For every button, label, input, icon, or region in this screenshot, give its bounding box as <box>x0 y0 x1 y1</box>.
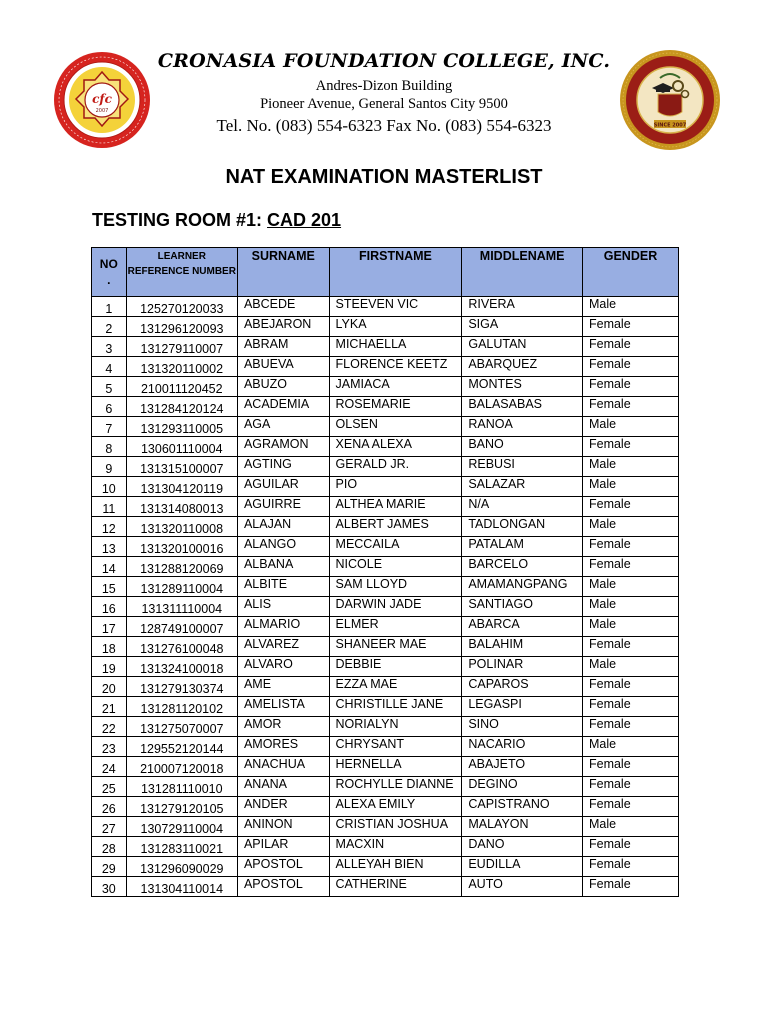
table-row <box>92 317 679 337</box>
cell-firstname: CHRISTILLE JANE <box>329 697 462 717</box>
address-line-1: Andres-Dizon Building <box>315 78 453 94</box>
header-firstname: FIRSTNAME <box>329 248 462 297</box>
cell-middlename: REBUSI <box>462 457 583 477</box>
cell-middlename: BALAHIM <box>462 637 583 657</box>
cell-surname: AGUIRRE <box>237 497 329 517</box>
cell-learner-reference-number: 131279130374 <box>126 677 237 697</box>
cell-middlename: TADLONGAN <box>462 517 583 537</box>
cell-surname: ACADEMIA <box>237 397 329 417</box>
table-row <box>92 337 679 357</box>
cell-middlename: AUTO <box>462 877 583 897</box>
cell-firstname: ALTHEA MARIE <box>329 497 462 517</box>
cell-no: 4 <box>92 357 127 377</box>
cell-firstname: ALEXA EMILY <box>329 797 462 817</box>
cell-gender: Female <box>582 637 678 657</box>
cell-no: 10 <box>92 477 127 497</box>
table-row <box>92 697 679 717</box>
cell-learner-reference-number: 130729110004 <box>126 817 237 837</box>
cell-learner-reference-number: 130601110004 <box>126 437 237 457</box>
cell-surname: APILAR <box>237 837 329 857</box>
cell-firstname: SAM LLOYD <box>329 577 462 597</box>
cell-gender: Male <box>582 417 678 437</box>
cell-gender: Male <box>582 297 678 317</box>
cell-surname: ALBITE <box>237 577 329 597</box>
cell-firstname: NORIALYN <box>329 717 462 737</box>
cell-surname: ANDER <box>237 797 329 817</box>
table-row <box>92 517 679 537</box>
table-body <box>92 297 679 897</box>
cell-middlename: ABARQUEZ <box>462 357 583 377</box>
cell-middlename: ABARCA <box>462 617 583 637</box>
header-gender: GENDER <box>582 248 678 297</box>
table-row <box>92 537 679 557</box>
header-no: NO . <box>92 248 127 297</box>
cell-no: 16 <box>92 597 127 617</box>
masterlist-table <box>91 247 679 897</box>
address-line-2: Pioneer Avenue, General Santos City 9500 <box>260 96 508 112</box>
document-title: NAT EXAMINATION MASTERLIST <box>225 166 543 188</box>
cell-middlename: POLINAR <box>462 657 583 677</box>
table-row <box>92 797 679 817</box>
cell-surname: ALVARO <box>237 657 329 677</box>
testing-room-heading <box>92 210 341 231</box>
cell-middlename: RIVERA <box>462 297 583 317</box>
cell-surname: ANINON <box>237 817 329 837</box>
table-row <box>92 437 679 457</box>
cell-no: 20 <box>92 677 127 697</box>
cell-middlename: NACARIO <box>462 737 583 757</box>
cell-middlename: BANO <box>462 437 583 457</box>
header-learner-reference-number: LEARNER REFERENCE NUMBER <box>126 248 237 297</box>
cell-firstname: STEEVEN VIC <box>329 297 462 317</box>
cell-middlename: MALAYON <box>462 817 583 837</box>
cell-middlename: SALAZAR <box>462 477 583 497</box>
cell-gender: Female <box>582 857 678 877</box>
cell-gender: Female <box>582 877 678 897</box>
table-row <box>92 857 679 877</box>
cell-gender: Male <box>582 457 678 477</box>
cell-gender: Female <box>582 437 678 457</box>
cell-gender: Male <box>582 657 678 677</box>
table-row <box>92 677 679 697</box>
table-row <box>92 397 679 417</box>
table-row <box>92 477 679 497</box>
cell-firstname: ALLEYAH BIEN <box>329 857 462 877</box>
table-row <box>92 637 679 657</box>
cell-gender: Female <box>582 337 678 357</box>
cell-surname: ANACHUA <box>237 757 329 777</box>
cell-no: 28 <box>92 837 127 857</box>
cell-firstname: MICHAELLA <box>329 337 462 357</box>
testing-room-prefix: TESTING ROOM #1: <box>92 210 263 230</box>
cell-surname: ALBANA <box>237 557 329 577</box>
cell-learner-reference-number: 131281120102 <box>126 697 237 717</box>
cell-no: 14 <box>92 557 127 577</box>
table-row <box>92 737 679 757</box>
cell-learner-reference-number: 131311110004 <box>126 597 237 617</box>
cell-middlename: AMAMANGPANG <box>462 577 583 597</box>
cell-no: 9 <box>92 457 127 477</box>
cell-middlename: SANTIAGO <box>462 597 583 617</box>
college-name: CRONASIA FOUNDATION COLLEGE, INC. <box>157 50 611 72</box>
table-row <box>92 497 679 517</box>
cell-firstname: XENA ALEXA <box>329 437 462 457</box>
cell-firstname: NICOLE <box>329 557 462 577</box>
cell-surname: AGTING <box>237 457 329 477</box>
cell-gender: Male <box>582 737 678 757</box>
table-row <box>92 297 679 317</box>
cell-gender: Male <box>582 817 678 837</box>
cell-no: 25 <box>92 777 127 797</box>
cell-learner-reference-number: 131293110005 <box>126 417 237 437</box>
cell-firstname: CRISTIAN JOSHUA <box>329 817 462 837</box>
cell-gender: Female <box>582 317 678 337</box>
cell-no: 21 <box>92 697 127 717</box>
cell-firstname: PIO <box>329 477 462 497</box>
cell-learner-reference-number: 131296090029 <box>126 857 237 877</box>
cell-middlename: SIGA <box>462 317 583 337</box>
cell-gender: Female <box>582 537 678 557</box>
cell-firstname: HERNELLA <box>329 757 462 777</box>
table-row <box>92 817 679 837</box>
cell-learner-reference-number: 131275070007 <box>126 717 237 737</box>
cell-middlename: BALASABAS <box>462 397 583 417</box>
cell-firstname: SHANEER MAE <box>329 637 462 657</box>
cell-middlename: GALUTAN <box>462 337 583 357</box>
cell-learner-reference-number: 131288120069 <box>126 557 237 577</box>
cell-surname: ALANGO <box>237 537 329 557</box>
cell-middlename: ABAJETO <box>462 757 583 777</box>
cell-no: 26 <box>92 797 127 817</box>
cell-learner-reference-number: 131314080013 <box>126 497 237 517</box>
cell-firstname: LYKA <box>329 317 462 337</box>
cell-no: 1 <box>92 297 127 317</box>
cell-firstname: CHRYSANT <box>329 737 462 757</box>
cell-learner-reference-number: 129552120144 <box>126 737 237 757</box>
cell-surname: AGA <box>237 417 329 437</box>
cell-learner-reference-number: 125270120033 <box>126 297 237 317</box>
cell-learner-reference-number: 131320110008 <box>126 517 237 537</box>
cell-surname: AME <box>237 677 329 697</box>
cell-firstname: ELMER <box>329 617 462 637</box>
cell-gender: Female <box>582 717 678 737</box>
table-row <box>92 377 679 397</box>
cell-firstname: ROSEMARIE <box>329 397 462 417</box>
cell-gender: Male <box>582 517 678 537</box>
cell-middlename: EUDILLA <box>462 857 583 877</box>
cell-learner-reference-number: 131315100007 <box>126 457 237 477</box>
cell-learner-reference-number: 131320110002 <box>126 357 237 377</box>
cell-gender: Female <box>582 497 678 517</box>
cell-surname: AGUILAR <box>237 477 329 497</box>
cell-no: 19 <box>92 657 127 677</box>
svg-text:cfc: cfc <box>92 92 112 106</box>
cell-middlename: N/A <box>462 497 583 517</box>
cell-surname: ABUZO <box>237 377 329 397</box>
cell-no: 2 <box>92 317 127 337</box>
table-row <box>92 717 679 737</box>
cell-middlename: DANO <box>462 837 583 857</box>
cell-learner-reference-number: 131279110007 <box>126 337 237 357</box>
cell-learner-reference-number: 131279120105 <box>126 797 237 817</box>
cell-surname: ALAJAN <box>237 517 329 537</box>
cell-no: 18 <box>92 637 127 657</box>
cell-surname: ALVAREZ <box>237 637 329 657</box>
cell-gender: Female <box>582 677 678 697</box>
cell-firstname: EZZA MAE <box>329 677 462 697</box>
cell-surname: ABEJARON <box>237 317 329 337</box>
cell-firstname: ROCHYLLE DIANNE <box>329 777 462 797</box>
cell-middlename: LEGASPI <box>462 697 583 717</box>
cell-firstname: MACXIN <box>329 837 462 857</box>
cell-learner-reference-number: 131289110004 <box>126 577 237 597</box>
cell-learner-reference-number: 131304120119 <box>126 477 237 497</box>
cell-no: 6 <box>92 397 127 417</box>
cell-middlename: RANOA <box>462 417 583 437</box>
cell-learner-reference-number: 131281110010 <box>126 777 237 797</box>
cell-surname: AMELISTA <box>237 697 329 717</box>
cell-surname: ANANA <box>237 777 329 797</box>
cell-middlename: CAPAROS <box>462 677 583 697</box>
cell-learner-reference-number: 131304110014 <box>126 877 237 897</box>
cell-middlename: CAPISTRANO <box>462 797 583 817</box>
cell-gender: Female <box>582 797 678 817</box>
cell-learner-reference-number: 131284120124 <box>126 397 237 417</box>
cell-learner-reference-number: 210007120018 <box>126 757 237 777</box>
cell-middlename: SINO <box>462 717 583 737</box>
table-header-row <box>92 248 679 297</box>
cell-no: 12 <box>92 517 127 537</box>
cell-firstname: OLSEN <box>329 417 462 437</box>
cell-surname: ALMARIO <box>237 617 329 637</box>
cell-no: 22 <box>92 717 127 737</box>
cell-no: 11 <box>92 497 127 517</box>
cell-surname: ABRAM <box>237 337 329 357</box>
cell-gender: Male <box>582 617 678 637</box>
table-row <box>92 417 679 437</box>
cell-firstname: GERALD JR. <box>329 457 462 477</box>
table-row <box>92 557 679 577</box>
cell-surname: ABCEDE <box>237 297 329 317</box>
cell-middlename: DEGINO <box>462 777 583 797</box>
cell-no: 27 <box>92 817 127 837</box>
svg-text:2007: 2007 <box>95 108 109 114</box>
cell-gender: Male <box>582 597 678 617</box>
svg-text:SINCE 2007: SINCE 2007 <box>653 122 687 129</box>
cell-firstname: MECCAILA <box>329 537 462 557</box>
cell-gender: Female <box>582 837 678 857</box>
cell-no: 30 <box>92 877 127 897</box>
cell-no: 7 <box>92 417 127 437</box>
cell-no: 3 <box>92 337 127 357</box>
table-row <box>92 777 679 797</box>
table-row <box>92 617 679 637</box>
cell-gender: Female <box>582 757 678 777</box>
cell-learner-reference-number: 131283110021 <box>126 837 237 857</box>
table-row <box>92 577 679 597</box>
cell-no: 29 <box>92 857 127 877</box>
cell-firstname: DEBBIE <box>329 657 462 677</box>
cell-learner-reference-number: 128749100007 <box>126 617 237 637</box>
cell-learner-reference-number: 210011120452 <box>126 377 237 397</box>
cell-firstname: ALBERT JAMES <box>329 517 462 537</box>
cell-no: 8 <box>92 437 127 457</box>
cell-middlename: BARCELO <box>462 557 583 577</box>
cell-firstname: FLORENCE KEETZ <box>329 357 462 377</box>
cell-no: 15 <box>92 577 127 597</box>
cell-gender: Female <box>582 697 678 717</box>
cell-gender: Female <box>582 357 678 377</box>
header-surname: SURNAME <box>237 248 329 297</box>
cell-middlename: PATALAM <box>462 537 583 557</box>
table-row <box>92 877 679 897</box>
cell-gender: Female <box>582 397 678 417</box>
cell-learner-reference-number: 131320100016 <box>126 537 237 557</box>
cell-no: 17 <box>92 617 127 637</box>
cell-surname: AGRAMON <box>237 437 329 457</box>
cell-firstname: DARWIN JADE <box>329 597 462 617</box>
cell-surname: AMORES <box>237 737 329 757</box>
table-row <box>92 757 679 777</box>
cell-surname: APOSTOL <box>237 857 329 877</box>
cell-firstname: JAMIACA <box>329 377 462 397</box>
cell-gender: Female <box>582 557 678 577</box>
cell-no: 24 <box>92 757 127 777</box>
cell-surname: ALIS <box>237 597 329 617</box>
cell-learner-reference-number: 131276100048 <box>126 637 237 657</box>
cell-learner-reference-number: 131324100018 <box>126 657 237 677</box>
cell-no: 5 <box>92 377 127 397</box>
cell-surname: AMOR <box>237 717 329 737</box>
table-row <box>92 657 679 677</box>
cell-gender: Male <box>582 577 678 597</box>
cell-gender: Female <box>582 377 678 397</box>
table-row <box>92 357 679 377</box>
table-row <box>92 837 679 857</box>
cell-surname: APOSTOL <box>237 877 329 897</box>
contact-numbers: Tel. No. (083) 554-6323 Fax No. (083) 554-6323 <box>216 116 552 135</box>
cell-gender: Female <box>582 777 678 797</box>
cell-learner-reference-number: 131296120093 <box>126 317 237 337</box>
cell-firstname: CATHERINE <box>329 877 462 897</box>
header-middlename: MIDDLENAME <box>462 248 583 297</box>
cell-no: 13 <box>92 537 127 557</box>
testing-room-name: CAD 201 <box>267 210 342 230</box>
table-row <box>92 457 679 477</box>
table-row <box>92 597 679 617</box>
cell-middlename: MONTES <box>462 377 583 397</box>
cell-surname: ABUEVA <box>237 357 329 377</box>
cell-no: 23 <box>92 737 127 757</box>
cell-gender: Male <box>582 477 678 497</box>
